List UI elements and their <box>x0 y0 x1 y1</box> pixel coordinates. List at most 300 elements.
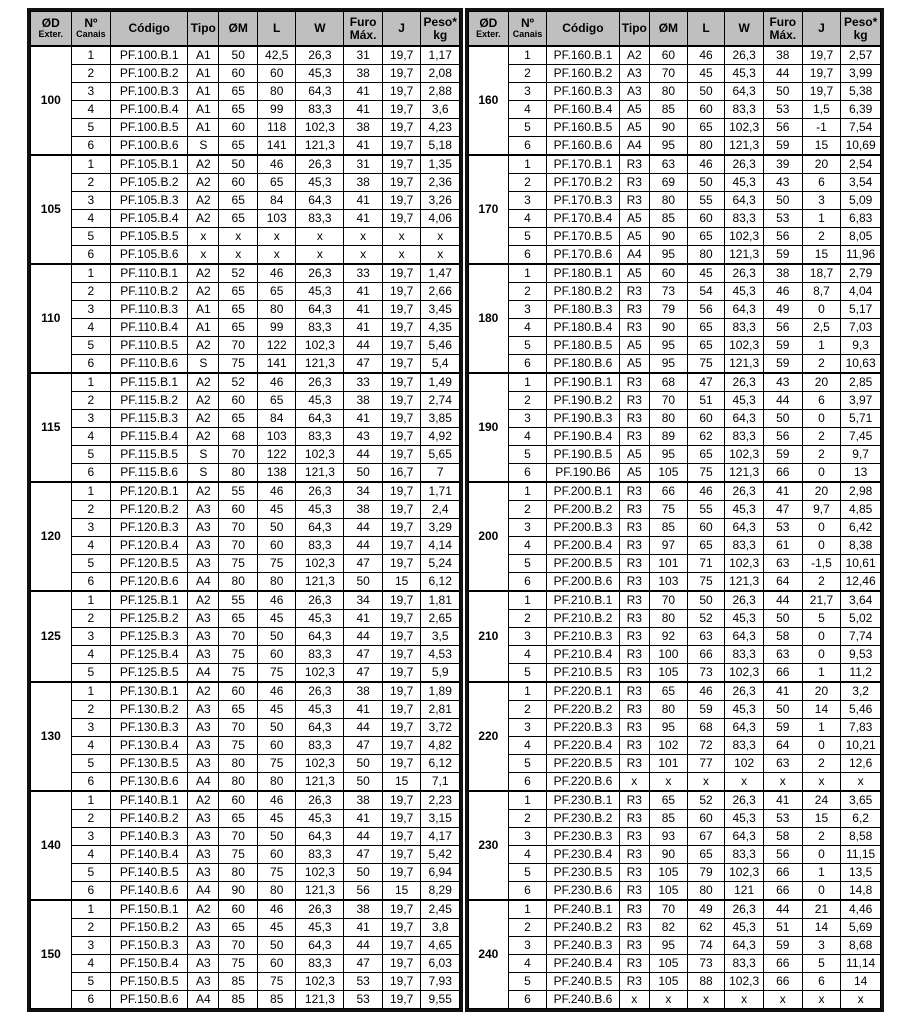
om-cell: 70 <box>650 65 688 83</box>
canais-cell: 2 <box>71 701 111 719</box>
om-cell: 95 <box>650 937 688 955</box>
canais-cell: 4 <box>508 846 547 864</box>
w-cell: 102,3 <box>725 228 764 246</box>
tipo-cell: A5 <box>619 355 650 374</box>
diameter-group <box>31 264 460 373</box>
canais-cell: 6 <box>71 464 111 483</box>
outer-diameter-cell: 240 <box>469 900 509 1009</box>
w-cell: 26,3 <box>725 482 764 501</box>
canais-cell: 2 <box>508 610 547 628</box>
w-cell: 83,3 <box>725 319 764 337</box>
canais-cell: 5 <box>71 755 111 773</box>
peso-cell: 6,83 <box>841 210 881 228</box>
canais-cell: 6 <box>71 137 111 156</box>
om-cell: 80 <box>650 83 688 101</box>
peso-cell: 1,17 <box>421 46 460 65</box>
canais-cell: 4 <box>508 319 547 337</box>
peso-cell: 11,96 <box>841 246 881 265</box>
tipo-cell: A5 <box>619 337 650 355</box>
codigo-cell: PF.110.B.2 <box>111 283 188 301</box>
om-cell: 65 <box>219 301 258 319</box>
table-row <box>31 83 460 101</box>
l-cell: 75 <box>257 755 296 773</box>
om-cell: 70 <box>650 900 688 919</box>
w-cell: 26,3 <box>296 900 344 919</box>
tipo-cell: R3 <box>619 573 650 592</box>
table-row <box>469 555 881 573</box>
tipo-cell: A2 <box>619 46 650 65</box>
w-cell: 83,3 <box>725 210 764 228</box>
codigo-cell: PF.190.B.5 <box>547 446 619 464</box>
codigo-cell: PF.200.B.4 <box>547 537 619 555</box>
canais-cell: 3 <box>508 301 547 319</box>
tipo-cell: R3 <box>619 719 650 737</box>
canais-cell: 4 <box>71 319 111 337</box>
peso-cell: 11,15 <box>841 846 881 864</box>
codigo-cell: PF.150.B.3 <box>111 937 188 955</box>
peso-cell: x <box>421 246 460 265</box>
codigo-cell: PF.130.B.1 <box>111 682 188 701</box>
table-row <box>469 719 881 737</box>
furo-cell: 41 <box>344 283 383 301</box>
table-row <box>31 682 460 701</box>
table-row <box>469 301 881 319</box>
canais-cell: 6 <box>71 246 111 265</box>
w-cell: 102 <box>725 755 764 773</box>
table-row <box>31 373 460 392</box>
table-row <box>31 355 460 374</box>
w-cell: 45,3 <box>296 65 344 83</box>
tipo-cell: R3 <box>619 755 650 773</box>
l-cell: 46 <box>257 373 296 392</box>
l-cell: 55 <box>687 192 725 210</box>
j-cell: 19,7 <box>382 755 421 773</box>
j-cell: 19,7 <box>382 519 421 537</box>
om-cell: x <box>650 773 688 792</box>
l-cell: 45 <box>257 610 296 628</box>
j-cell: 0 <box>802 519 841 537</box>
peso-cell: 3,6 <box>421 101 460 119</box>
furo-cell: 33 <box>344 373 383 392</box>
furo-cell: 46 <box>763 283 802 301</box>
table-row <box>31 446 460 464</box>
tipo-cell: A5 <box>619 101 650 119</box>
j-cell: x <box>382 228 421 246</box>
canais-cell: 2 <box>508 919 547 937</box>
l-cell: 47 <box>687 373 725 392</box>
codigo-cell: PF.180.B.4 <box>547 319 619 337</box>
l-cell: 80 <box>257 573 296 592</box>
codigo-cell: PF.240.B.2 <box>547 919 619 937</box>
furo-cell: 38 <box>763 264 802 283</box>
furo-cell: 47 <box>763 501 802 519</box>
j-cell: 19,7 <box>382 192 421 210</box>
l-cell: x <box>257 228 296 246</box>
w-cell: 64,3 <box>725 519 764 537</box>
tipo-cell: R3 <box>619 319 650 337</box>
furo-cell: 47 <box>344 846 383 864</box>
peso-cell: 11,14 <box>841 955 881 973</box>
tipo-cell: A3 <box>188 973 219 991</box>
header-d-ext: ØD Exter. <box>469 12 509 47</box>
peso-cell: 1,89 <box>421 682 460 701</box>
furo-cell: 56 <box>344 882 383 901</box>
om-cell: 80 <box>219 864 258 882</box>
codigo-cell: PF.140.B.3 <box>111 828 188 846</box>
codigo-cell: PF.210.B.5 <box>547 664 619 683</box>
table-row <box>469 428 881 446</box>
outer-diameter-cell: 120 <box>31 482 72 591</box>
j-cell: 19,7 <box>382 501 421 519</box>
peso-cell: 2,08 <box>421 65 460 83</box>
j-cell: 19,7 <box>382 828 421 846</box>
codigo-cell: PF.220.B.1 <box>547 682 619 701</box>
codigo-cell: PF.180.B.1 <box>547 264 619 283</box>
furo-cell: 56 <box>763 319 802 337</box>
header-j: J <box>802 12 841 47</box>
w-cell: 83,3 <box>725 537 764 555</box>
l-cell: 75 <box>257 555 296 573</box>
l-cell: 51 <box>687 392 725 410</box>
l-cell: 50 <box>257 937 296 955</box>
j-cell: 3 <box>802 192 841 210</box>
l-cell: 50 <box>257 519 296 537</box>
om-cell: 97 <box>650 537 688 555</box>
table-row <box>469 773 881 792</box>
l-cell: 49 <box>687 900 725 919</box>
right-spec-table <box>468 11 881 1009</box>
peso-cell: 2,79 <box>841 264 881 283</box>
canais-cell: 2 <box>508 65 547 83</box>
om-cell: 65 <box>219 319 258 337</box>
j-cell: 15 <box>802 810 841 828</box>
tipo-cell: R3 <box>619 900 650 919</box>
w-cell: 64,3 <box>725 83 764 101</box>
tipo-cell: R3 <box>619 301 650 319</box>
canais-cell: 4 <box>508 210 547 228</box>
peso-cell: 7,45 <box>841 428 881 446</box>
peso-cell: 3,99 <box>841 65 881 83</box>
j-cell: -1,5 <box>802 555 841 573</box>
tipo-cell: A2 <box>188 192 219 210</box>
canais-cell: 3 <box>508 83 547 101</box>
codigo-cell: PF.160.B.3 <box>547 83 619 101</box>
tipo-cell: A3 <box>188 555 219 573</box>
w-cell: 121,3 <box>296 991 344 1009</box>
w-cell: 121,3 <box>725 355 764 374</box>
outer-diameter-cell: 110 <box>31 264 72 373</box>
j-cell: -1 <box>802 119 841 137</box>
canais-cell: 2 <box>71 392 111 410</box>
j-cell: 19,7 <box>382 737 421 755</box>
header-codigo: Código <box>111 12 188 47</box>
om-cell: 66 <box>650 482 688 501</box>
w-cell: 26,3 <box>296 682 344 701</box>
codigo-cell: PF.110.B.3 <box>111 301 188 319</box>
table-row <box>469 882 881 901</box>
codigo-cell: PF.150.B.4 <box>111 955 188 973</box>
l-cell: 72 <box>687 737 725 755</box>
w-cell: 26,3 <box>296 591 344 610</box>
codigo-cell: PF.180.B.2 <box>547 283 619 301</box>
peso-cell: 7,03 <box>841 319 881 337</box>
om-cell: 65 <box>219 410 258 428</box>
l-cell: 65 <box>687 228 725 246</box>
om-cell: 65 <box>219 137 258 156</box>
j-cell: 19,7 <box>382 682 421 701</box>
furo-cell: 43 <box>763 373 802 392</box>
w-cell: 26,3 <box>296 791 344 810</box>
j-cell: 6 <box>802 392 841 410</box>
canais-cell: 2 <box>71 283 111 301</box>
furo-cell: 41 <box>763 482 802 501</box>
peso-cell: 4,85 <box>841 501 881 519</box>
l-cell: 84 <box>257 410 296 428</box>
om-cell: 52 <box>219 373 258 392</box>
table-row <box>31 701 460 719</box>
tipo-cell: R3 <box>619 174 650 192</box>
peso-cell: 5,46 <box>841 701 881 719</box>
om-cell: 50 <box>219 46 258 65</box>
codigo-cell: PF.170.B.4 <box>547 210 619 228</box>
furo-cell: 61 <box>763 537 802 555</box>
j-cell: 19,7 <box>382 373 421 392</box>
peso-cell: 9,55 <box>421 991 460 1009</box>
l-cell: 42,5 <box>257 46 296 65</box>
peso-cell: 12,6 <box>841 755 881 773</box>
table-row <box>469 373 881 392</box>
codigo-cell: PF.105.B.6 <box>111 246 188 265</box>
j-cell: 19,7 <box>802 65 841 83</box>
table-row <box>469 755 881 773</box>
j-cell: 19,7 <box>802 83 841 101</box>
om-cell: 75 <box>219 646 258 664</box>
j-cell: 14 <box>802 701 841 719</box>
furo-cell: 38 <box>344 501 383 519</box>
om-cell: 102 <box>650 737 688 755</box>
w-cell: 64,3 <box>296 719 344 737</box>
w-cell: 83,3 <box>296 846 344 864</box>
peso-cell: 6,2 <box>841 810 881 828</box>
canais-cell: 6 <box>508 246 547 265</box>
tipo-cell: A4 <box>188 664 219 683</box>
furo-cell: 66 <box>763 664 802 683</box>
furo-cell: 44 <box>763 591 802 610</box>
tipo-cell: R3 <box>619 737 650 755</box>
w-cell: 45,3 <box>296 392 344 410</box>
om-cell: 70 <box>219 719 258 737</box>
l-cell: 50 <box>257 719 296 737</box>
l-cell: 63 <box>687 628 725 646</box>
w-cell: 102,3 <box>296 755 344 773</box>
furo-cell: 59 <box>763 355 802 374</box>
peso-cell: 2,85 <box>841 373 881 392</box>
om-cell: 75 <box>219 664 258 683</box>
outer-diameter-cell: 150 <box>31 900 72 1009</box>
tipo-cell: R3 <box>619 664 650 683</box>
peso-cell: 5,42 <box>421 846 460 864</box>
furo-cell: 41 <box>763 791 802 810</box>
l-cell: 65 <box>687 537 725 555</box>
peso-cell: 2,65 <box>421 610 460 628</box>
table-row <box>469 355 881 374</box>
l-cell: 62 <box>687 428 725 446</box>
peso-cell: 4,04 <box>841 283 881 301</box>
tipo-cell: R3 <box>619 810 650 828</box>
l-cell: 75 <box>687 355 725 374</box>
canais-cell: 4 <box>508 737 547 755</box>
l-cell: 52 <box>687 610 725 628</box>
peso-cell: 4,46 <box>841 900 881 919</box>
peso-cell: x <box>421 228 460 246</box>
om-cell: 75 <box>650 501 688 519</box>
w-cell: 26,3 <box>296 264 344 283</box>
l-cell: 60 <box>257 537 296 555</box>
outer-diameter-cell: 115 <box>31 373 72 482</box>
om-cell: 70 <box>650 591 688 610</box>
j-cell: 15 <box>382 773 421 792</box>
om-cell: 105 <box>650 464 688 483</box>
peso-cell: 1,81 <box>421 591 460 610</box>
l-cell: 60 <box>257 646 296 664</box>
codigo-cell: PF.140.B.5 <box>111 864 188 882</box>
furo-cell: 47 <box>344 646 383 664</box>
header-canais: Nº Canais <box>71 12 111 47</box>
diameter-group <box>31 155 460 264</box>
j-cell: 19,7 <box>382 846 421 864</box>
table-row <box>31 628 460 646</box>
tipo-cell: A1 <box>188 319 219 337</box>
om-cell: 95 <box>650 355 688 374</box>
tipo-cell: A4 <box>619 246 650 265</box>
om-cell: 85 <box>219 991 258 1009</box>
l-cell: 46 <box>257 155 296 174</box>
canais-cell: 2 <box>508 701 547 719</box>
header-peso: Peso* kg <box>421 12 460 47</box>
table-row <box>469 119 881 137</box>
w-cell: 83,3 <box>296 537 344 555</box>
furo-cell: 39 <box>763 155 802 174</box>
codigo-cell: PF.105.B.2 <box>111 174 188 192</box>
furo-cell: 59 <box>763 937 802 955</box>
w-cell: 64,3 <box>296 192 344 210</box>
w-cell: 64,3 <box>296 519 344 537</box>
j-cell: 19,7 <box>382 137 421 156</box>
l-cell: 80 <box>687 137 725 156</box>
l-cell: 45 <box>687 264 725 283</box>
w-cell: 45,3 <box>296 174 344 192</box>
om-cell: 79 <box>650 301 688 319</box>
tipo-cell: R3 <box>619 682 650 701</box>
om-cell: 90 <box>219 882 258 901</box>
w-cell: 26,3 <box>725 591 764 610</box>
table-row <box>31 937 460 955</box>
peso-cell: 3,85 <box>421 410 460 428</box>
table-row <box>31 591 460 610</box>
codigo-cell: PF.115.B.4 <box>111 428 188 446</box>
canais-cell: 3 <box>508 628 547 646</box>
table-row <box>31 283 460 301</box>
j-cell: 19,7 <box>382 65 421 83</box>
codigo-cell: PF.110.B.6 <box>111 355 188 374</box>
om-cell: 75 <box>219 555 258 573</box>
l-cell: 122 <box>257 337 296 355</box>
om-cell: 95 <box>650 137 688 156</box>
w-cell: 64,3 <box>296 937 344 955</box>
canais-cell: 3 <box>508 828 547 846</box>
table-row <box>31 955 460 973</box>
l-cell: 60 <box>257 65 296 83</box>
codigo-cell: PF.130.B.2 <box>111 701 188 719</box>
tipo-cell: A3 <box>188 919 219 937</box>
tipo-cell: A2 <box>188 155 219 174</box>
codigo-cell: PF.240.B.3 <box>547 937 619 955</box>
tipo-cell: A5 <box>619 210 650 228</box>
peso-cell: 14,8 <box>841 882 881 901</box>
tipo-cell: R3 <box>619 537 650 555</box>
l-cell: 46 <box>257 791 296 810</box>
w-cell: 121,3 <box>725 246 764 265</box>
canais-cell: 6 <box>71 355 111 374</box>
peso-cell: 5,71 <box>841 410 881 428</box>
w-cell: 64,3 <box>725 937 764 955</box>
w-cell: 102,3 <box>725 337 764 355</box>
canais-cell: 3 <box>71 719 111 737</box>
canais-cell: 1 <box>508 900 547 919</box>
tipo-cell: A1 <box>188 83 219 101</box>
canais-cell: 4 <box>71 737 111 755</box>
l-cell: 46 <box>687 682 725 701</box>
tipo-cell: A4 <box>188 573 219 592</box>
l-cell: 45 <box>257 810 296 828</box>
peso-cell: 4,82 <box>421 737 460 755</box>
codigo-cell: PF.115.B.6 <box>111 464 188 483</box>
om-cell: 85 <box>650 519 688 537</box>
w-cell: 64,3 <box>725 301 764 319</box>
w-cell: x <box>725 991 764 1009</box>
j-cell: 0 <box>802 882 841 901</box>
furo-cell: 50 <box>763 410 802 428</box>
om-cell: 65 <box>219 283 258 301</box>
furo-cell: 38 <box>344 119 383 137</box>
om-cell: 65 <box>219 210 258 228</box>
w-cell: 26,3 <box>725 155 764 174</box>
furo-cell: 41 <box>344 319 383 337</box>
codigo-cell: PF.170.B.1 <box>547 155 619 174</box>
table-row <box>469 628 881 646</box>
codigo-cell: PF.115.B.5 <box>111 446 188 464</box>
furo-cell: 41 <box>344 919 383 937</box>
w-cell: 102,3 <box>296 664 344 683</box>
codigo-cell: PF.115.B.3 <box>111 410 188 428</box>
canais-cell: 3 <box>71 301 111 319</box>
codigo-cell: PF.105.B.1 <box>111 155 188 174</box>
w-cell: 26,3 <box>725 373 764 392</box>
peso-cell: 7,74 <box>841 628 881 646</box>
codigo-cell: PF.230.B.4 <box>547 846 619 864</box>
om-cell: 85 <box>650 101 688 119</box>
j-cell: 19,7 <box>382 937 421 955</box>
canais-cell: 5 <box>71 228 111 246</box>
codigo-cell: PF.200.B.5 <box>547 555 619 573</box>
canais-cell: 4 <box>71 428 111 446</box>
w-cell: 83,3 <box>725 955 764 973</box>
l-cell: x <box>687 991 725 1009</box>
table-row <box>31 555 460 573</box>
diameter-group <box>31 900 460 1009</box>
w-cell: 83,3 <box>296 101 344 119</box>
l-cell: 50 <box>687 591 725 610</box>
